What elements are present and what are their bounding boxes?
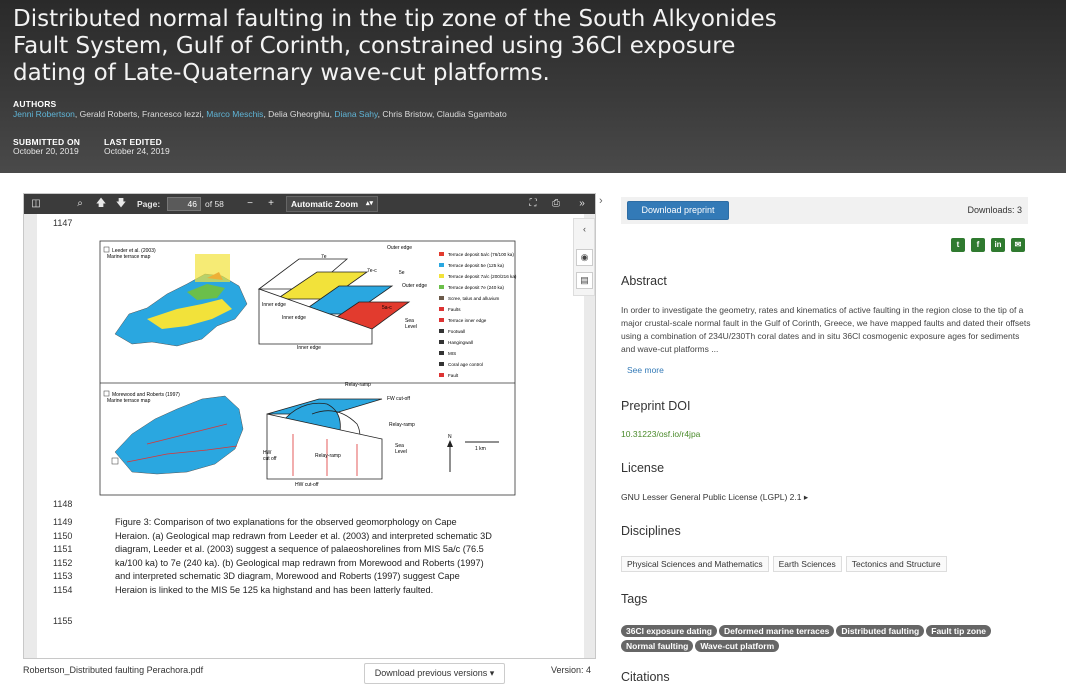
tag-chip[interactable]: Fault tip zone (926, 625, 991, 637)
legend-label: Footwall (448, 329, 466, 334)
twitter-icon[interactable]: t (951, 238, 965, 252)
legend-label: Fault (448, 373, 459, 378)
legend-swatch (439, 340, 444, 344)
legend-label: Coral age control (448, 362, 483, 367)
print-icon[interactable]: ⎙ (552, 198, 560, 209)
tag-chip[interactable]: Normal faulting (621, 640, 693, 652)
facebook-icon[interactable]: f (971, 238, 985, 252)
legend-swatch (439, 373, 444, 377)
legend-label: Scree, talus and alluvium (448, 296, 500, 301)
svg-text:7e: 7e (321, 254, 327, 260)
legend-label: Terrace deposit 7e (240 ka) (448, 285, 504, 290)
submitted-date: October 20, 2019 (13, 146, 79, 156)
comment-icon[interactable]: ▤ (576, 272, 593, 289)
doi-heading: Preprint DOI (621, 399, 691, 413)
more-tools-icon[interactable]: » (579, 198, 585, 209)
sidebar-toggle-icon[interactable]: ◫ (31, 198, 41, 209)
caption-line: ka/100 ka) to 7e (240 ka). (b) Geological map redrawn from Morewood and Roberts (1997) (115, 557, 484, 568)
search-icon[interactable]: ⌕ (77, 198, 83, 209)
legend-label: Terrace deposit 5a/c (76/100 ka) (448, 252, 514, 257)
legend-swatch (439, 351, 444, 355)
svg-text:HW cut-off: HW cut-off (295, 482, 319, 488)
arrow-down-icon[interactable]: 🡇 (115, 198, 127, 209)
pdf-page (37, 214, 584, 658)
abstract-heading: Abstract (621, 274, 667, 288)
panel-a-sub: Marine terrace map (107, 254, 151, 260)
panel-b-sub: Marine terrace map (107, 398, 151, 404)
svg-text:Inner edge: Inner edge (262, 302, 286, 308)
author-name: Francesco Iezzi (142, 109, 202, 119)
arrow-up-icon[interactable]: 🡅 (95, 198, 107, 209)
tag-chip[interactable]: Wave-cut platform (695, 640, 779, 652)
abstract-text: In order to investigate the geometry, rates and kinematics of active faulting in the region close to the tip of a major crustal-scale normal fault in the Gulf of Corinth, Greece, we have mapped faults and dated their offsets using a combination of 234U/230Th coral dates and in situ 36Cl cosmogenic exposure ages for sediments and wave-cut platforms ... (621, 305, 1031, 354)
legend-label: Hangingwall (448, 340, 474, 345)
svg-text:5a-c: 5a-c (382, 305, 392, 311)
svg-text:Inner edge: Inner edge (282, 315, 306, 321)
line-number: 1150 (53, 530, 73, 541)
author-name: Claudia Sgambato (436, 109, 507, 119)
legend-swatch (439, 285, 444, 289)
pdf-viewer (23, 193, 596, 659)
legend-label: MIS (448, 351, 457, 356)
zoom-out-icon[interactable]: − (247, 198, 253, 209)
legend-swatch (439, 296, 444, 300)
tags-heading: Tags (621, 592, 648, 606)
line-number: 1155 (53, 616, 73, 626)
legend-swatch (439, 274, 444, 278)
zoom-select[interactable]: Automatic Zoom ▴▾ (286, 196, 378, 212)
tag-chip[interactable]: Deformed marine terraces (719, 625, 834, 637)
legend-swatch (439, 263, 444, 267)
discipline-chip[interactable]: Tectonics and Structure (846, 556, 947, 572)
download-bar (621, 197, 1028, 224)
linkedin-icon[interactable]: in (991, 238, 1005, 252)
page-label: Page: (137, 199, 161, 209)
tags-list (621, 623, 1041, 653)
tag-chip[interactable]: 36Cl exposure dating (621, 625, 717, 637)
viewer-side-tools (573, 218, 595, 296)
svg-text:Relay-ramp: Relay-ramp (389, 422, 415, 428)
authors-label: AUTHORS (13, 99, 57, 109)
line-number: 1151 (53, 544, 73, 554)
pdf-toolbar (24, 194, 595, 214)
line-number: 1153 (53, 571, 73, 581)
figure-legend (439, 252, 517, 378)
author-name[interactable]: Diana Sahy (334, 109, 378, 119)
line-number: 1152 (53, 557, 73, 568)
license-heading: License (621, 461, 665, 475)
legend-swatch (439, 252, 444, 256)
svg-text:Sea: Sea (395, 443, 404, 449)
line-number: 1147 (53, 218, 73, 228)
download-previous-versions-button[interactable]: Download previous versions ▾ (364, 663, 505, 684)
panel-a-title: Leeder et al. (2003) (112, 248, 156, 254)
caption-line: Figure 3: Comparison of two explanations for the observed geomorphology on Cape (115, 517, 457, 527)
author-name: Gerald Roberts (79, 109, 138, 119)
legend-swatch (439, 307, 444, 311)
chevron-left-icon[interactable]: ‹ (583, 224, 586, 234)
caption-line: Heraion is linked to the MIS 5e 125 ka highstand and has been latterly faulted. (115, 584, 434, 595)
doi-link[interactable]: 10.31223/osf.io/r4jpa (621, 429, 701, 439)
submitted-label: SUBMITTED ON (13, 137, 81, 147)
tag-chip[interactable]: Distributed faulting (836, 625, 924, 637)
svg-text:cut off: cut off (263, 456, 277, 462)
line-number: 1154 (53, 584, 73, 595)
svg-text:Level: Level (405, 324, 417, 330)
svg-text:Level: Level (395, 449, 407, 455)
svg-text:Sea: Sea (405, 318, 414, 324)
svg-text:Relay-ramp: Relay-ramp (315, 453, 341, 459)
see-more-link[interactable]: See more (627, 365, 664, 375)
legend-swatch (439, 318, 444, 322)
email-icon[interactable]: ✉ (1011, 238, 1025, 252)
author-name[interactable]: Marco Meschis (206, 109, 264, 119)
figure-3 (37, 214, 584, 498)
svg-text:FW cut-off: FW cut-off (387, 396, 410, 402)
legend-label: Faults (448, 307, 461, 312)
legend-label: Terrace deposit 7a/c (200/216 ka) (448, 274, 517, 279)
edited-label: LAST EDITED (104, 137, 162, 147)
page-title: Distributed normal faulting in the tip zone of the South Alkyonides Fault System, Gulf of Corinth, constrained using 36Cl exposure dating of Late-Quaternary wave-cut platforms. (13, 6, 777, 86)
svg-text:Outer edge: Outer edge (402, 283, 428, 289)
svg-text:Relay-ramp: Relay-ramp (345, 382, 371, 388)
panel-b-title: Morewood and Roberts (1997) (112, 392, 180, 398)
svg-text:Inner edge: Inner edge (297, 345, 321, 351)
author-name[interactable]: Jenni Robertson (13, 109, 75, 119)
download-preprint-button[interactable]: Download preprint (627, 201, 729, 220)
fullscreen-icon[interactable]: ⛶ (529, 198, 537, 209)
caption-line: and interpreted schematic 3D diagram, Morewood and Roberts (1997) suggest Cape (115, 571, 460, 581)
legend-label: Terrace deposit 5e (125 ka) (448, 263, 504, 268)
license-link[interactable]: GNU Lesser General Public License (LGPL) 2.1 ▸ (621, 492, 809, 502)
author-name: Delia Gheorghiu (268, 109, 330, 119)
svg-text:N: N (448, 434, 452, 440)
line-number: 1149 (53, 517, 73, 527)
legend-swatch (439, 329, 444, 333)
disciplines-list (621, 554, 1041, 572)
collapse-panel-icon[interactable]: › (599, 195, 603, 207)
svg-text:HW: HW (263, 450, 272, 456)
discipline-chip[interactable]: Earth Sciences (773, 556, 842, 572)
discipline-chip[interactable]: Physical Sciences and Mathematics (621, 556, 769, 572)
preprint-header (0, 0, 1066, 173)
version-label: Version: 4 (551, 665, 592, 675)
caption-line: diagram, Leeder et al. (2003) suggest a sequence of palaeoshorelines from MIS 5a/c (76.5 (115, 544, 484, 554)
edited-date: October 24, 2019 (104, 146, 170, 156)
legend-label: Terrace inner edge (448, 318, 487, 323)
file-name: Robertson_Distributed faulting Perachora.pdf (23, 665, 204, 675)
authors-list: Jenni Robertson, Gerald Roberts, Francesco Iezzi, Marco Meschis, Delia Gheorghiu, Diana Sahy, Chris Bristow, Claudia Sgambato (13, 109, 507, 119)
author-name: Chris Bristow (382, 109, 432, 119)
citations-heading: Citations (621, 670, 670, 684)
svg-text:5e: 5e (399, 270, 405, 276)
svg-text:1 km: 1 km (475, 446, 486, 452)
line-number: 1148 (53, 499, 73, 509)
legend-swatch (439, 362, 444, 366)
disciplines-heading: Disciplines (621, 524, 681, 538)
svg-text:Outer edge: Outer edge (387, 245, 413, 251)
page-total: of 58 (205, 199, 224, 209)
eye-icon[interactable]: ◉ (576, 249, 593, 266)
zoom-in-icon[interactable]: + (268, 198, 274, 209)
svg-text:7e-c: 7e-c (367, 268, 377, 274)
page-number-input[interactable]: 46 (167, 197, 201, 211)
downloads-count: Downloads: 3 (967, 205, 1022, 215)
caption-line: Heraion. (a) Geological map redrawn from Leeder et al. (2003) and interpreted schematic 3D (115, 530, 492, 541)
